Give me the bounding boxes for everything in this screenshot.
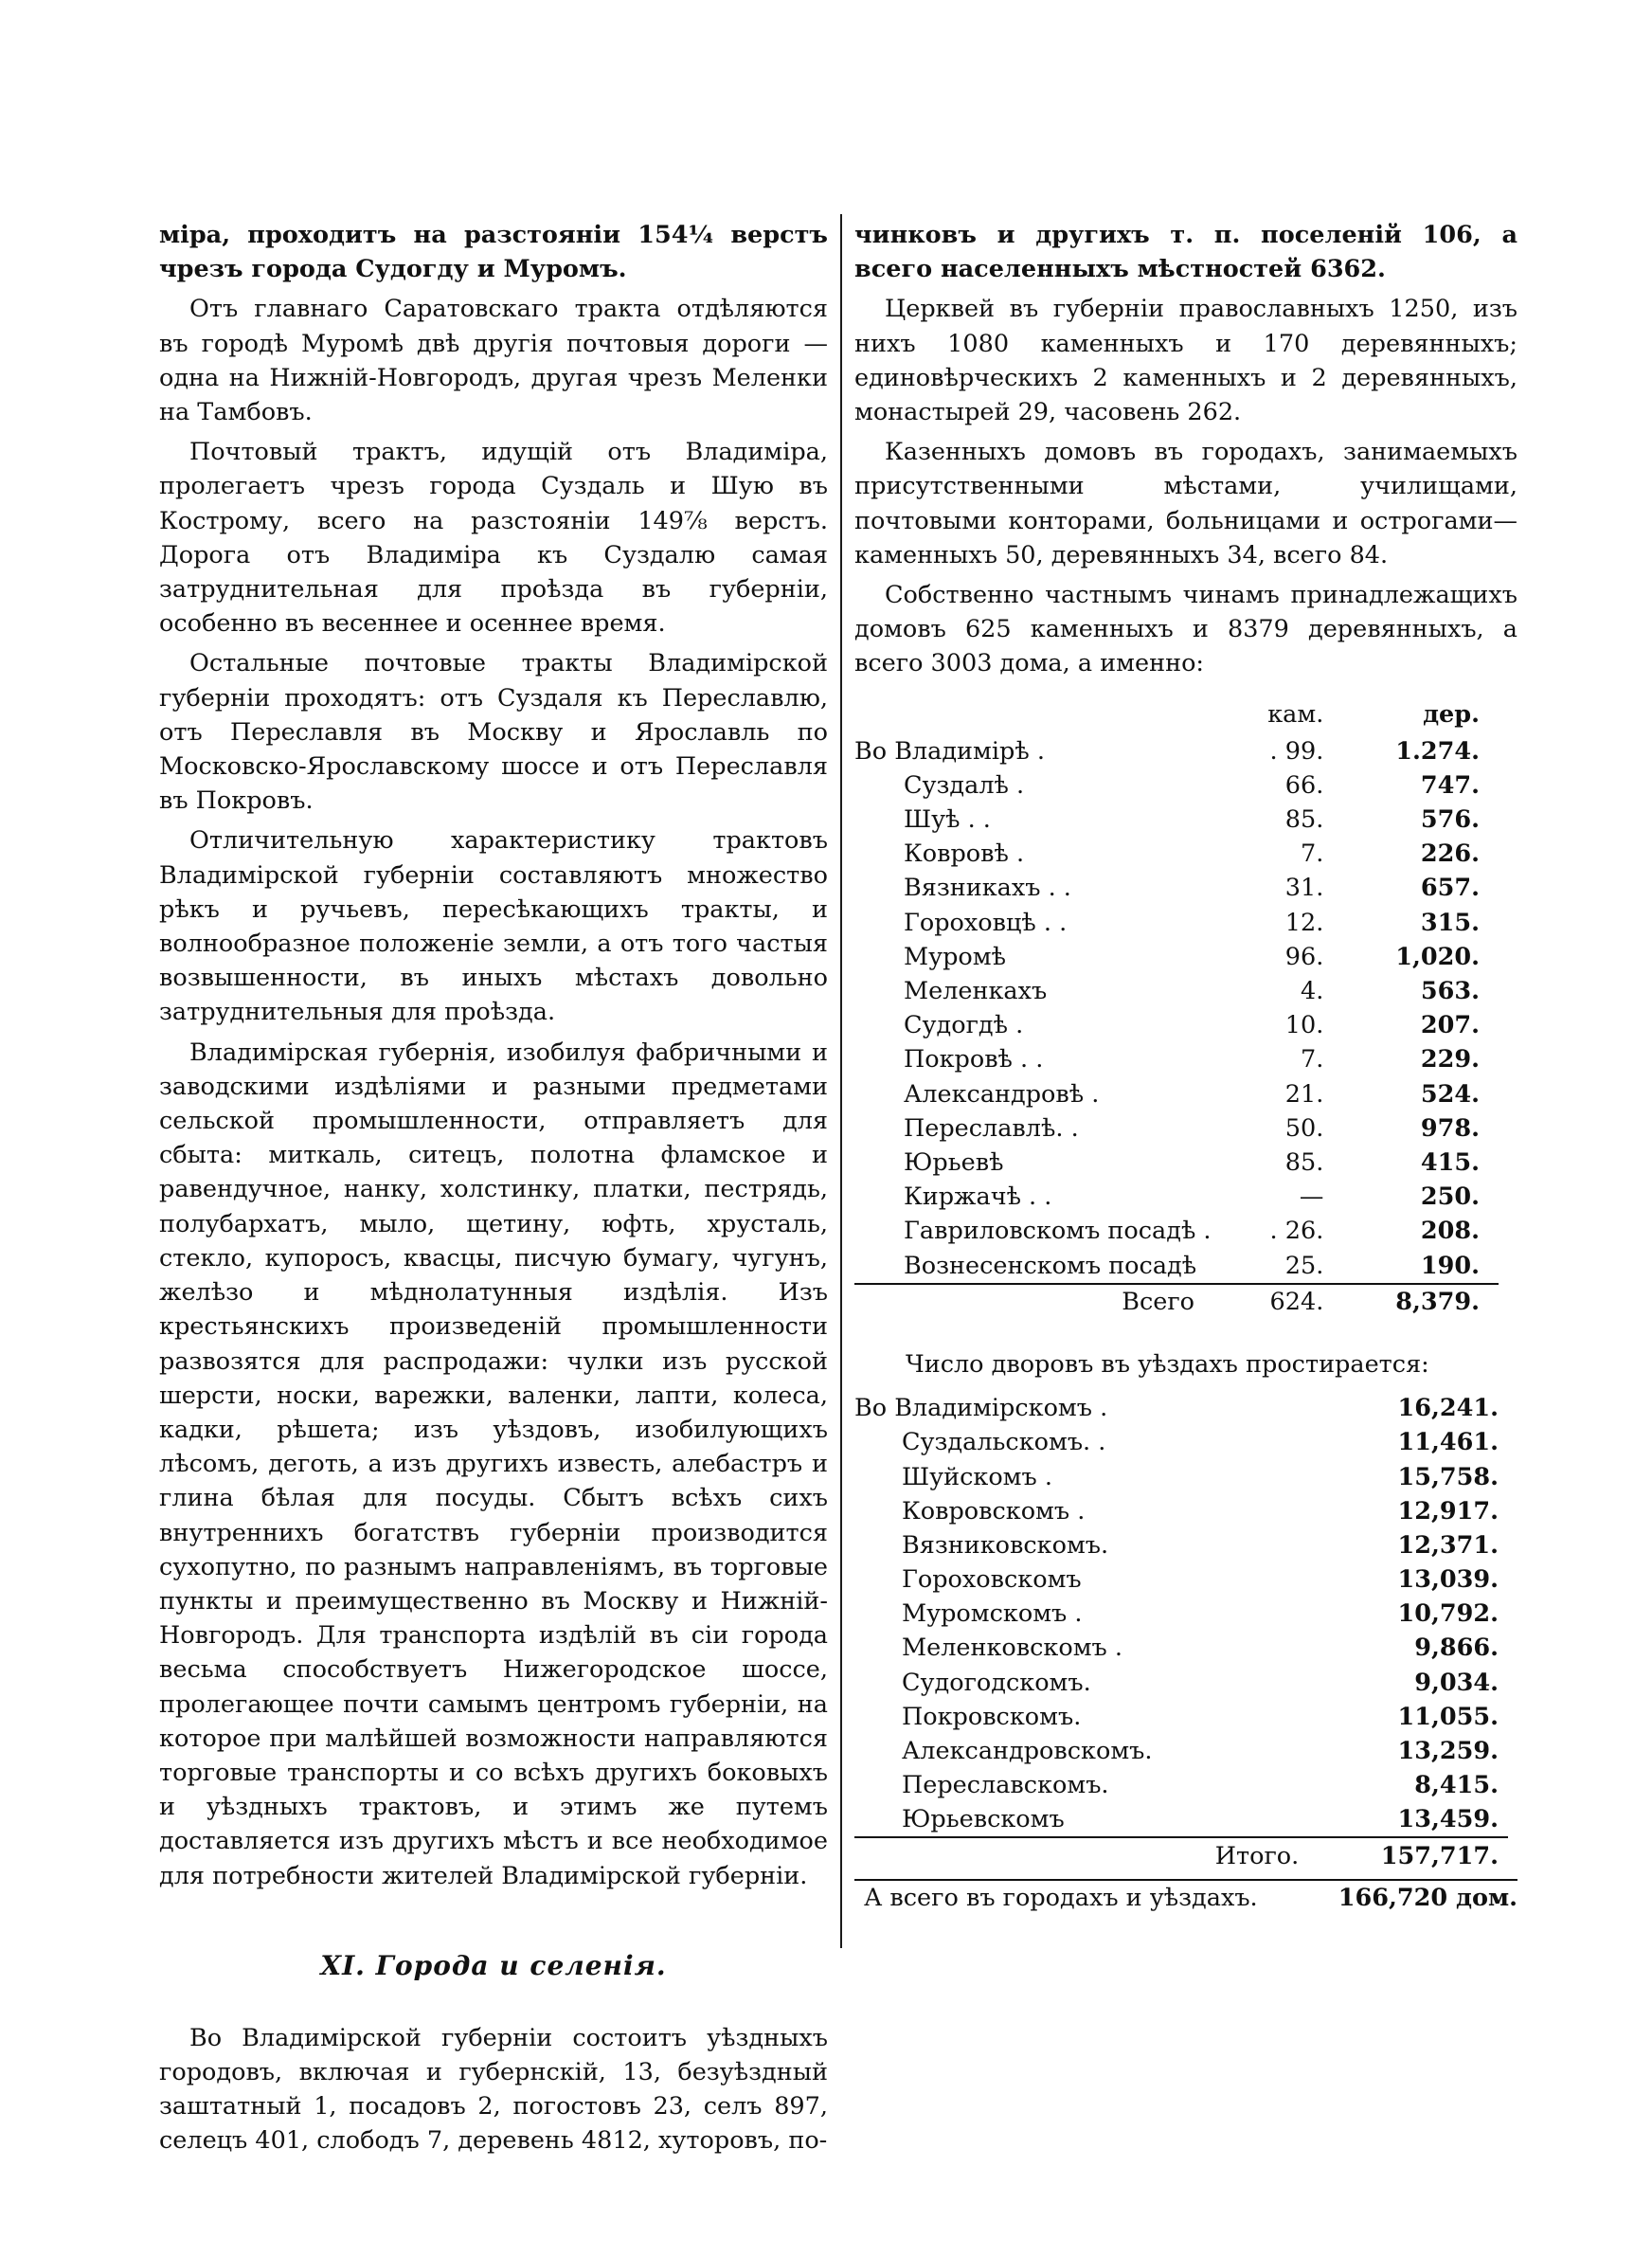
district-cell: Во Владимірскомъ . <box>854 1394 1108 1423</box>
wood-count-cell: 978. <box>1420 1113 1480 1143</box>
district-cell: Переславскомъ. <box>902 1771 1109 1800</box>
district-cell: Судогодскомъ. <box>902 1668 1091 1697</box>
place-cell: Вязникахъ . . <box>904 874 1071 903</box>
table-row <box>854 1077 1499 1111</box>
table-row <box>854 1666 1508 1700</box>
table-row <box>854 1146 1499 1180</box>
houses-header-row <box>854 695 1499 734</box>
place-cell: Киржачѣ . . <box>904 1183 1052 1212</box>
district-cell: Меленковскомъ . <box>902 1634 1122 1663</box>
houses-header-wood: дер. <box>1423 699 1480 729</box>
wood-count-cell: 563. <box>1420 977 1480 1006</box>
table-row <box>854 940 1499 974</box>
paragraph: Церквей въ губерніи православныхъ 1250, изъ нихъ 1080 каменныхъ и 170 деревянныхъ; единовѣрческихъ 2 каменныхъ и 2 деревянныхъ, монастырей 29, часовень 262. <box>854 295 1517 427</box>
houses-header-stone: кам. <box>1267 699 1324 729</box>
paragraph: Во Владимірской губерніи состоитъ уѣздныхъ городовъ, включая и губернскій, 13, безуѣздный заштатный 1, посадовъ 2, погостовъ 23, селъ 897, селецъ 401, слободъ 7, деревень 4812, хуторовъ, по- <box>159 2023 828 2156</box>
place-cell: Переславлѣ. . <box>904 1113 1079 1143</box>
table-row <box>854 1700 1508 1734</box>
stone-count-cell: 21. <box>1284 1079 1324 1109</box>
yard-count-cell: 12,917. <box>1397 1496 1499 1526</box>
yard-count-cell: 13,039. <box>1397 1565 1499 1595</box>
place-cell: Юрьевѣ <box>904 1147 1004 1177</box>
paragraph: Собственно частнымъ чинамъ принадлежащихъ домовъ 625 каменныхъ и 8379 деревянныхъ, а всего 3003 дома, а именно: <box>854 581 1517 678</box>
grand-total-value: 166,720 дом. <box>1319 1880 1517 1915</box>
paragraph: міра, проходитъ на разстояніи 154¼ верстъ чрезъ города Судогду и Муромъ. <box>159 221 828 284</box>
table-row <box>854 1391 1508 1425</box>
stone-count-cell: . 26. <box>1269 1217 1324 1246</box>
wood-count-cell: 1.274. <box>1395 736 1480 766</box>
table-row <box>854 1631 1508 1665</box>
houses-total-row <box>854 1284 1499 1319</box>
place-cell: Гавриловскомъ посадѣ . <box>904 1217 1212 1246</box>
table-row <box>854 1734 1508 1768</box>
stone-count-cell: 4. <box>1300 977 1324 1006</box>
district-cell: Муромскомъ . <box>902 1599 1083 1629</box>
place-cell: Муромѣ <box>904 942 1007 971</box>
table-row <box>854 1042 1499 1076</box>
yard-count-cell: 13,459. <box>1397 1805 1499 1834</box>
table-row <box>854 1768 1508 1802</box>
yard-count-cell: 12,371. <box>1397 1530 1499 1560</box>
yard-count-cell: 10,792. <box>1397 1599 1499 1629</box>
yards-intro: Число дворовъ въ уѣздахъ простирается: <box>906 1349 1429 1379</box>
district-cell: Гороховскомъ <box>902 1565 1082 1595</box>
wood-count-cell: 576. <box>1420 805 1480 835</box>
place-cell: Покровѣ . . <box>904 1045 1044 1074</box>
place-cell: Гороховцѣ . . <box>904 908 1068 937</box>
wood-count-cell: 229. <box>1420 1045 1480 1074</box>
yard-count-cell: 9,866. <box>1414 1634 1499 1663</box>
place-cell: Александровѣ . <box>904 1079 1100 1109</box>
yards-total-value: 157,717. <box>1325 1837 1508 1872</box>
stone-count-cell: 85. <box>1284 1147 1324 1177</box>
place-cell: Суздалѣ . <box>904 770 1025 800</box>
table-row <box>854 1528 1508 1562</box>
district-cell: Вязниковскомъ. <box>902 1530 1109 1560</box>
place-cell: Шуѣ . . <box>904 805 991 835</box>
stone-count-cell: 50. <box>1284 1113 1324 1143</box>
houses-total-label: Всего <box>854 1284 1221 1319</box>
wood-count-cell: 208. <box>1420 1217 1480 1246</box>
yard-count-cell: 9,034. <box>1414 1668 1499 1697</box>
district-cell: Суздальскомъ. . <box>902 1428 1106 1457</box>
wood-count-cell: 250. <box>1420 1183 1480 1212</box>
table-row <box>854 906 1499 940</box>
stone-count-cell: 7. <box>1300 840 1324 869</box>
paragraph: чинковъ и другихъ т. п. поселеній 106, а всего населенныхъ мѣстностей 6362. <box>854 221 1517 284</box>
wood-count-cell: 207. <box>1420 1011 1480 1040</box>
table-row <box>854 837 1499 871</box>
table-row <box>854 1111 1499 1146</box>
yards-total-row <box>854 1837 1508 1872</box>
houses-header-place <box>854 695 1221 734</box>
stone-count-cell: 7. <box>1300 1045 1324 1074</box>
wood-count-cell: 747. <box>1420 770 1480 800</box>
yard-count-cell: 11,055. <box>1397 1702 1499 1731</box>
table-row <box>854 768 1499 803</box>
table-row <box>854 734 1499 768</box>
table-row <box>854 871 1499 905</box>
yards-total-label: Итого. <box>854 1837 1325 1872</box>
table-row <box>854 1180 1499 1214</box>
grand-total-row <box>854 1880 1517 1915</box>
yard-count-cell: 8,415. <box>1414 1771 1499 1800</box>
stone-count-cell: 31. <box>1284 874 1324 903</box>
wood-count-cell: 415. <box>1420 1147 1480 1177</box>
wood-count-cell: 226. <box>1420 840 1480 869</box>
table-row <box>854 1562 1508 1597</box>
wood-count-cell: 1,020. <box>1395 942 1480 971</box>
place-cell: Вознесенскомъ посадѣ <box>904 1251 1197 1280</box>
table-row <box>854 1425 1508 1459</box>
column-divider <box>840 214 842 1948</box>
yard-count-cell: 15,758. <box>1397 1462 1499 1491</box>
houses-total-wood: 8,379. <box>1342 1284 1499 1319</box>
paragraph: Казенныхъ домовъ въ городахъ, занимаемыхъ присутственными мѣстами, училищами, почтовыми конторами, больницами и острогами—каменныхъ 50, деревянныхъ 34, всего 84. <box>854 438 1517 569</box>
district-cell: Юрьевскомъ <box>902 1805 1065 1834</box>
table-row <box>854 1597 1508 1631</box>
stone-count-cell: 12. <box>1284 908 1324 937</box>
table-row <box>854 803 1499 837</box>
place-cell: Меленкахъ <box>904 977 1048 1006</box>
stone-count-cell: 66. <box>1284 770 1324 800</box>
place-cell: Ковровѣ . <box>904 840 1025 869</box>
houses-total-stone: 624. <box>1221 1284 1342 1319</box>
stone-count-cell: 10. <box>1284 1011 1324 1040</box>
yards-table <box>854 1391 1508 1873</box>
district-cell: Ковровскомъ . <box>902 1496 1086 1526</box>
left-column <box>159 218 828 2158</box>
section-heading: XI. Города и селенія. <box>320 1949 667 1981</box>
district-cell: Покровскомъ. <box>902 1702 1082 1731</box>
right-column <box>854 218 1517 1915</box>
houses-table <box>854 695 1499 1319</box>
paragraph: Почтовый трактъ, идущій отъ Владиміра, пролегаетъ чрезъ города Суздаль и Шую въ Кострому, всего на разстояніи 149⅞ верстъ. Дорога отъ Владиміра къ Суздалю самая затруднительная для проѣзда въ губерніи, особенно въ весеннее и осеннее время. <box>159 438 828 639</box>
paragraph: Отъ главнаго Саратовскаго тракта отдѣляются въ городѣ Муромѣ двѣ другія почтовыя дороги — одна на Нижній-Новгородъ, другая чрезъ Меленки на Тамбовъ. <box>159 295 828 427</box>
wood-count-cell: 190. <box>1420 1251 1480 1280</box>
paragraph: Отличительную характеристику трактовъ Владимірской губерніи составляютъ множество рѣкъ и ручьевъ, пересѣкающихъ тракты, и волнообразное положеніе земли, а отъ того частыя возвышенности, въ иныхъ мѣстахъ довольно затруднительныя для проѣзда. <box>159 826 828 1027</box>
paragraph: Остальные почтовые тракты Владимірской губерніи проходятъ: отъ Суздаля къ Переславлю, отъ Переславля въ Москву и Ярославль по Московско-Ярославскому шоссе и отъ Переславля въ Покровъ. <box>159 649 828 816</box>
stone-count-cell: 85. <box>1284 805 1324 835</box>
table-row <box>854 1214 1499 1248</box>
yards-body <box>854 1391 1508 1837</box>
wood-count-cell: 315. <box>1420 908 1480 937</box>
table-row <box>854 1008 1499 1042</box>
table-row <box>854 1802 1508 1837</box>
wood-count-cell: 657. <box>1420 874 1480 903</box>
houses-body <box>854 734 1499 1284</box>
stone-count-cell: 25. <box>1284 1251 1324 1280</box>
paragraph: Владимірская губернія, изобилуя фабричными и заводскими издѣліями и разными предметами сельской промышленности, отправляетъ для сбыта: миткаль, ситецъ, полотна фламское и равендучное, нанку, холстинку, платки, пестрядь, полубархатъ, мыло, щетину, юфть, хрусталь, стекло, купоросъ, квасцы, писчую бумагу, чугунъ, желѣзо и мѣднолатунныя издѣлія. Изъ крестьянскихъ произведеній промышленности развозятся для распродажи: чулки изъ русской шерсти, носки, варежки, валенки, лапти, колеса, кадки, рѣшета; изъ уѣздовъ, изобилующихъ лѣсомъ, деготь, а изъ другихъ известь, алебастръ и глина бѣлая для посуды. Сбытъ всѣхъ сихъ внутреннихъ богатствъ губерніи производится сухопутно, по разнымъ направленіямъ, въ торговые пункты и преимущественно въ Москву и Нижній-Новгородъ. Для транспорта издѣлій въ сіи города весьма способствуетъ Нижегородское шоссе, пролегающее почти самымъ центромъ губерніи, на которое при малѣйшей возможности направляются торговые транспорты и со всѣхъ другихъ боковыхъ и уѣздныхъ трактовъ, и этимъ же путемъ доставляется изъ другихъ мѣстъ и все необходимое для потребности жителей Владимірской губерніи. <box>159 1038 828 1890</box>
wood-count-cell: 524. <box>1420 1079 1480 1109</box>
yard-count-cell: 16,241. <box>1397 1394 1499 1423</box>
grand-total-label: А всего въ городахъ и уѣздахъ. <box>854 1880 1319 1915</box>
district-cell: Александровскомъ. <box>902 1737 1153 1765</box>
table-row <box>854 1459 1508 1493</box>
table-row <box>854 1494 1508 1528</box>
stone-count-cell: . 99. <box>1269 736 1324 766</box>
district-cell: Шуйскомъ . <box>902 1462 1052 1491</box>
place-cell: Судогдѣ . <box>904 1011 1024 1040</box>
yard-count-cell: 13,259. <box>1397 1737 1499 1765</box>
table-row <box>854 1248 1499 1283</box>
grand-total-table <box>854 1879 1517 1915</box>
table-row <box>854 974 1499 1008</box>
stone-count-cell: 96. <box>1284 942 1324 971</box>
stone-count-cell: — <box>1299 1183 1324 1212</box>
yard-count-cell: 11,461. <box>1397 1428 1499 1457</box>
place-cell: Во Владимірѣ . <box>854 736 1045 766</box>
